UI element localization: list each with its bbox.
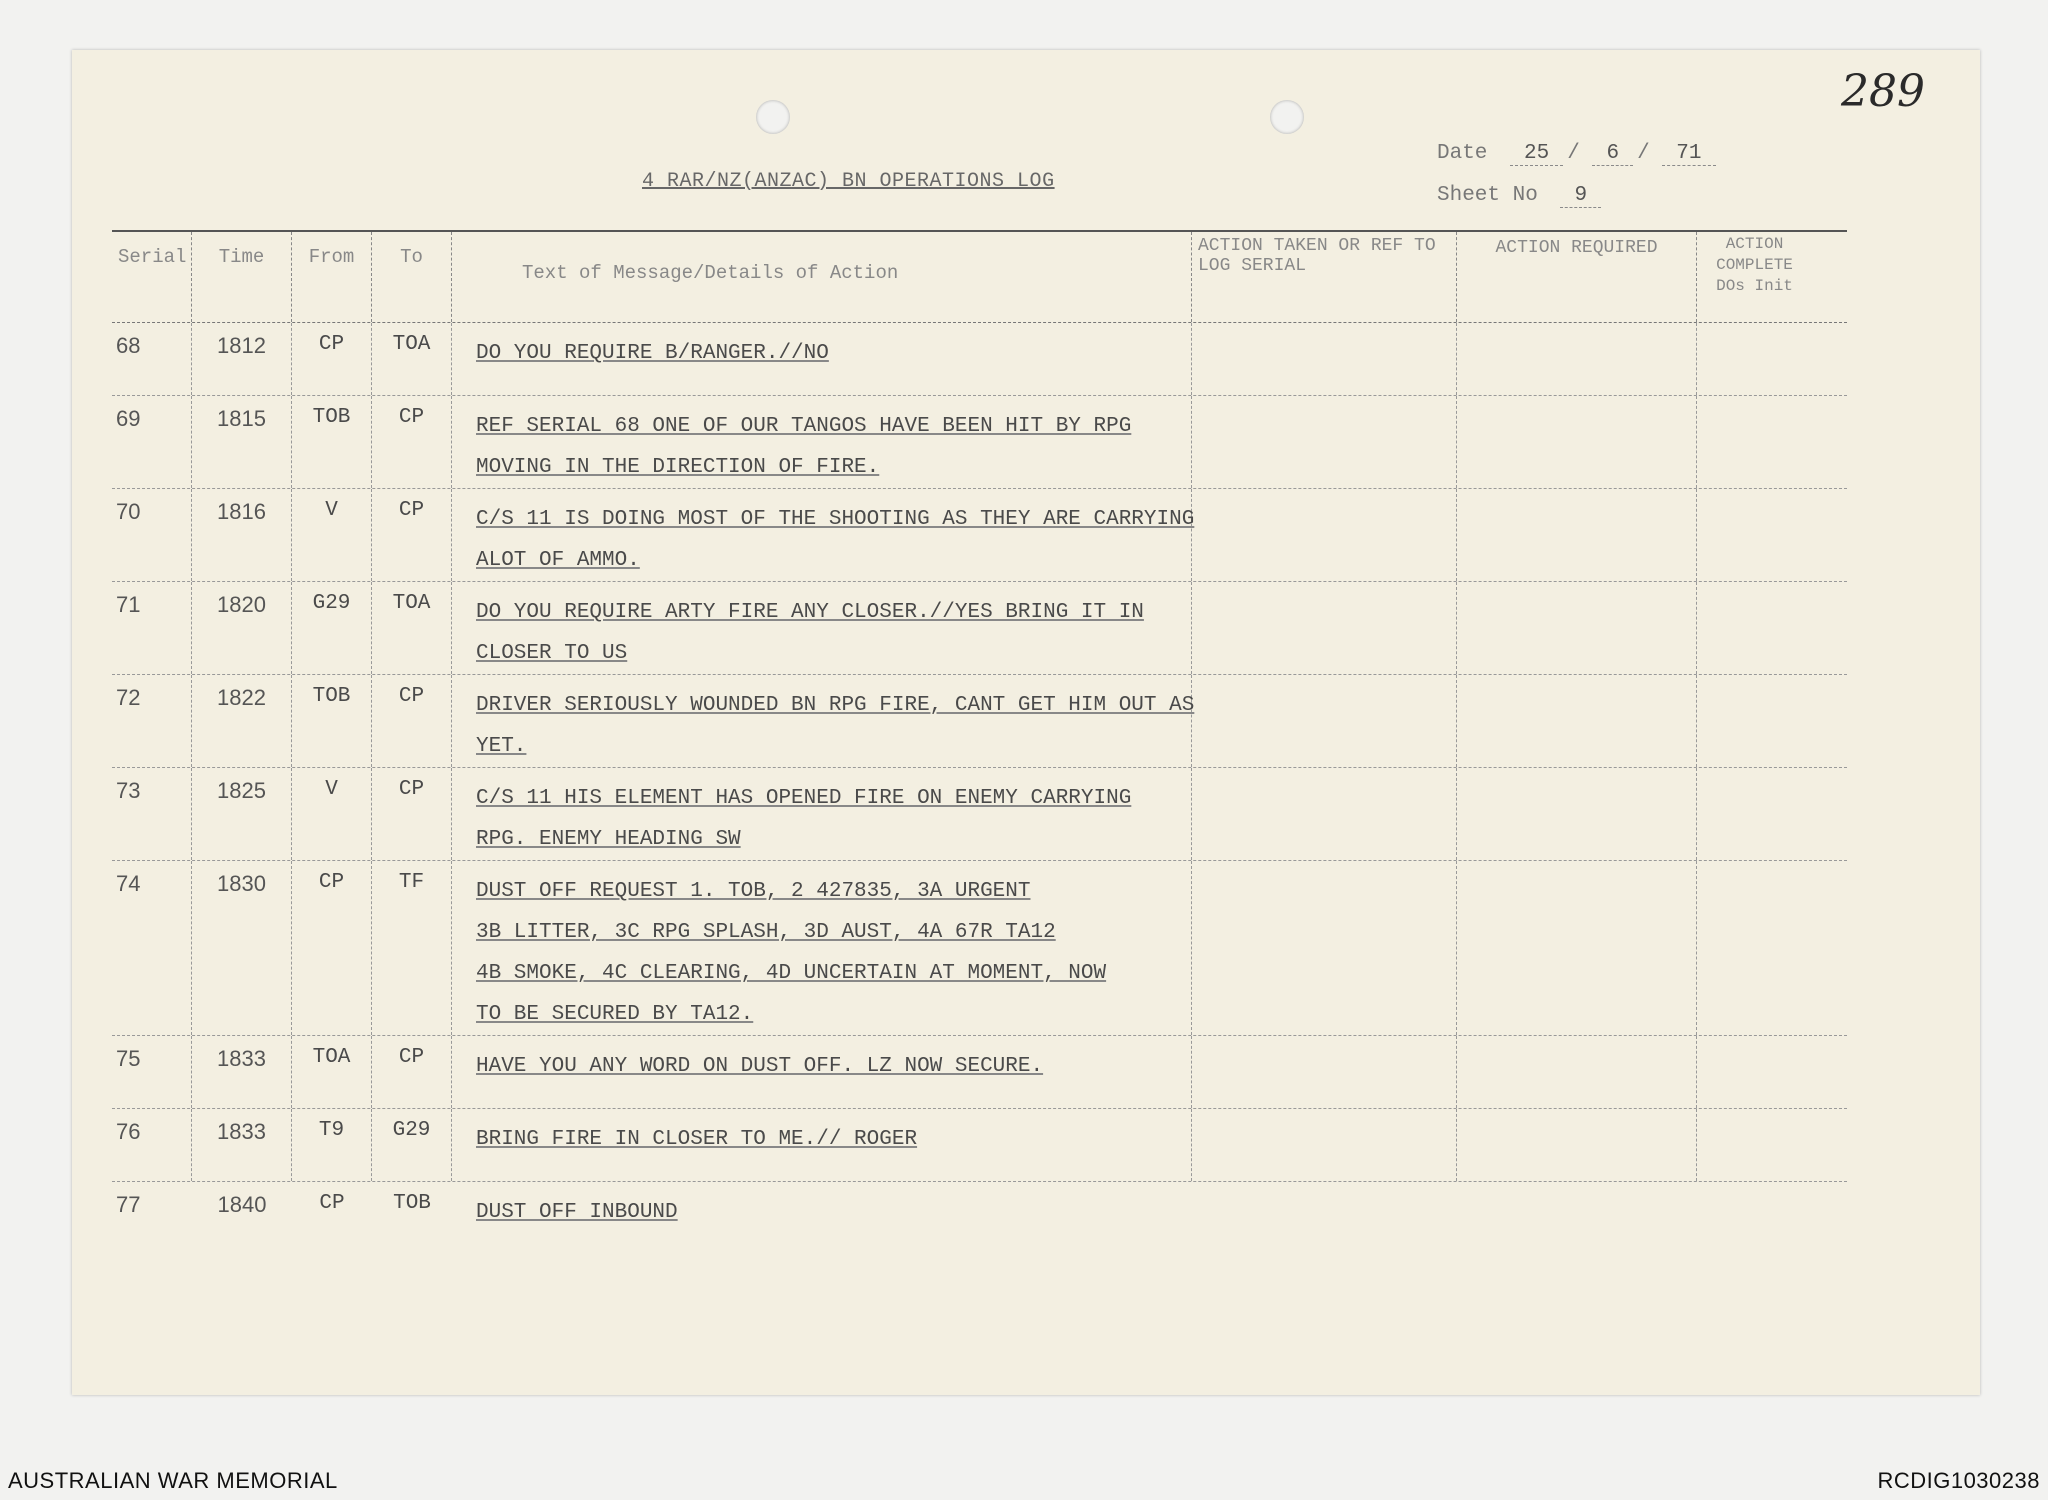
action-complete-cell: [1697, 675, 1812, 767]
header-to: To: [372, 232, 452, 322]
serial-cell: 74: [112, 861, 192, 1035]
header-action-required: ACTION REQUIRED: [1457, 232, 1697, 322]
to-cell: CP: [372, 768, 452, 860]
time-cell: 1833: [192, 1109, 292, 1181]
action-taken-cell: [1192, 1109, 1457, 1181]
table-row: [112, 675, 1847, 768]
message-cell: [452, 1109, 1192, 1181]
from-cell: CP: [319, 1192, 345, 1215]
action-complete-cell: [1697, 323, 1812, 395]
serial-cell: 77: [116, 1192, 141, 1217]
action-complete-cell: [1697, 396, 1812, 488]
to-cell: TOA: [372, 582, 452, 674]
log-sheet: [72, 50, 1980, 1395]
action-required-cell: [1457, 323, 1697, 395]
header-action-complete: ACTION COMPLETE DOs Init: [1716, 235, 1793, 295]
table-row: [112, 489, 1847, 582]
table-row: [112, 1182, 1847, 1254]
action-taken-cell: [1192, 323, 1457, 395]
table-row: [112, 582, 1847, 675]
from-cell: V: [292, 489, 372, 581]
sheet-no-field: [1437, 184, 1605, 207]
action-taken-cell: [1192, 1182, 1457, 1254]
from-cell: T9: [292, 1109, 372, 1181]
time-cell: 1833: [192, 1036, 292, 1108]
header-text: Text of Message/Details of Action: [452, 232, 1192, 322]
from-cell: TOA: [292, 1036, 372, 1108]
message-cell: [452, 489, 1195, 581]
page-number: 289: [1841, 66, 1925, 117]
action-required-cell: [1457, 675, 1697, 767]
message-line: RPG. ENEMY HEADING SW: [476, 828, 741, 851]
message-line: 4B SMOKE, 4C CLEARING, 4D UNCERTAIN AT MOMENT, NOW: [476, 962, 1107, 985]
serial-cell: 71: [112, 582, 192, 674]
footer-institution: AUSTRALIAN WAR MEMORIAL: [8, 1468, 338, 1493]
from-cell: TOB: [292, 396, 372, 488]
date-day: 25: [1510, 142, 1563, 166]
to-cell: TOA: [372, 323, 452, 395]
date-field: Date 25 / 6 / 71: [1437, 142, 1720, 165]
message-line: DO YOU REQUIRE ARTY FIRE ANY CLOSER.//YES BRING IT IN: [476, 601, 1144, 624]
action-complete-cell: [1697, 1182, 1812, 1254]
message-line: DUST OFF INBOUND: [476, 1201, 678, 1224]
header-time: Time: [192, 232, 292, 322]
message-line: ALOT OF AMMO.: [476, 549, 640, 572]
header-serial: Serial: [112, 232, 192, 322]
action-required-cell: [1457, 768, 1697, 860]
from-cell: CP: [292, 861, 372, 1035]
to-cell: CP: [372, 489, 452, 581]
serial-cell: 68: [112, 323, 192, 395]
date-year: 71: [1662, 142, 1715, 166]
message-cell: [452, 1036, 1192, 1108]
message-line: C/S 11 HIS ELEMENT HAS OPENED FIRE ON ENEMY CARRYING: [476, 787, 1132, 810]
from-cell: CP: [292, 323, 372, 395]
from-cell: G29: [292, 582, 372, 674]
message-line: MOVING IN THE DIRECTION OF FIRE.: [476, 456, 880, 479]
time-cell: 1815: [192, 396, 292, 488]
message-line: BRING FIRE IN CLOSER TO ME.// ROGER: [476, 1128, 918, 1151]
sheet-no-value: 9: [1560, 184, 1601, 208]
action-required-cell: [1457, 1182, 1697, 1254]
message-line: HAVE YOU ANY WORD ON DUST OFF. LZ NOW SECURE.: [476, 1055, 1044, 1078]
header-action-taken: ACTION TAKEN OR REF TO LOG SERIAL: [1192, 232, 1457, 322]
action-required-cell: [1457, 861, 1697, 1035]
serial-cell: 72: [112, 675, 192, 767]
action-taken-cell: [1192, 489, 1457, 581]
message-cell: [452, 396, 1192, 488]
message-cell: [452, 1182, 1192, 1254]
sheet-no-label: Sheet No: [1437, 184, 1538, 207]
date-label: Date: [1437, 142, 1488, 165]
time-cell: 1820: [192, 582, 292, 674]
message-line: REF SERIAL 68 ONE OF OUR TANGOS HAVE BEEN HIT BY RPG: [476, 415, 1132, 438]
header-from: From: [292, 232, 372, 322]
punch-hole: [1270, 100, 1304, 134]
message-line: DUST OFF REQUEST 1. TOB, 2 427835, 3A URGENT: [476, 880, 1031, 903]
time-cell: 1840: [217, 1192, 267, 1217]
action-complete-cell: [1697, 1109, 1812, 1181]
action-required-cell: [1457, 582, 1697, 674]
message-line: 3B LITTER, 3C RPG SPLASH, 3D AUST, 4A 67R TA12: [476, 921, 1056, 944]
action-taken-cell: [1192, 768, 1457, 860]
message-line: C/S 11 IS DOING MOST OF THE SHOOTING AS THEY ARE CARRYING: [476, 508, 1195, 531]
table-body: [112, 323, 1847, 1254]
to-cell: CP: [372, 1036, 452, 1108]
message-cell: [452, 675, 1195, 767]
time-cell: 1830: [192, 861, 292, 1035]
action-required-cell: [1457, 1036, 1697, 1108]
table-row: [112, 1036, 1847, 1109]
action-complete-cell: [1697, 582, 1812, 674]
to-cell: TOB: [393, 1192, 431, 1215]
action-complete-cell: [1697, 489, 1812, 581]
message-cell: [452, 768, 1192, 860]
time-cell: 1812: [192, 323, 292, 395]
message-line: YET.: [476, 735, 527, 758]
from-cell: TOB: [292, 675, 372, 767]
to-cell: G29: [372, 1109, 452, 1181]
document-title: 4 RAR/NZ(ANZAC) BN OPERATIONS LOG: [642, 170, 1055, 193]
serial-cell: 75: [112, 1036, 192, 1108]
action-taken-cell: [1192, 861, 1457, 1035]
action-required-cell: [1457, 489, 1697, 581]
to-cell: TF: [372, 861, 452, 1035]
action-taken-cell: [1192, 396, 1457, 488]
time-cell: 1822: [192, 675, 292, 767]
table-row: [112, 323, 1847, 396]
action-taken-cell: [1192, 1036, 1457, 1108]
date-month: 6: [1592, 142, 1633, 166]
message-cell: [452, 861, 1192, 1035]
table-row: [112, 1109, 1847, 1182]
action-complete-cell: [1697, 1036, 1812, 1108]
table-row: [112, 396, 1847, 489]
action-complete-cell: [1697, 861, 1812, 1035]
action-required-cell: [1457, 396, 1697, 488]
operations-log-table: [112, 230, 1847, 1254]
serial-cell: 76: [112, 1109, 192, 1181]
message-cell: [452, 323, 1192, 395]
serial-cell: 70: [112, 489, 192, 581]
table-row: [112, 861, 1847, 1036]
to-cell: CP: [372, 396, 452, 488]
message-line: DRIVER SERIOUSLY WOUNDED BN RPG FIRE, CANT GET HIM OUT AS: [476, 694, 1195, 717]
message-line: DO YOU REQUIRE B/RANGER.//NO: [476, 342, 829, 365]
time-cell: 1816: [192, 489, 292, 581]
action-taken-cell: [1192, 675, 1457, 767]
table-header: [112, 230, 1847, 323]
from-cell: V: [292, 768, 372, 860]
time-cell: 1825: [192, 768, 292, 860]
serial-cell: 73: [112, 768, 192, 860]
to-cell: CP: [372, 675, 452, 767]
action-complete-cell: [1697, 768, 1812, 860]
message-line: TO BE SECURED BY TA12.: [476, 1003, 754, 1026]
message-line: CLOSER TO US: [476, 642, 628, 665]
action-taken-cell: [1192, 582, 1457, 674]
action-required-cell: [1457, 1109, 1697, 1181]
table-row: [112, 768, 1847, 861]
message-cell: [452, 582, 1192, 674]
punch-hole: [756, 100, 790, 134]
serial-cell: 69: [112, 396, 192, 488]
footer-identifier: RCDIG1030238: [1877, 1468, 2040, 1493]
